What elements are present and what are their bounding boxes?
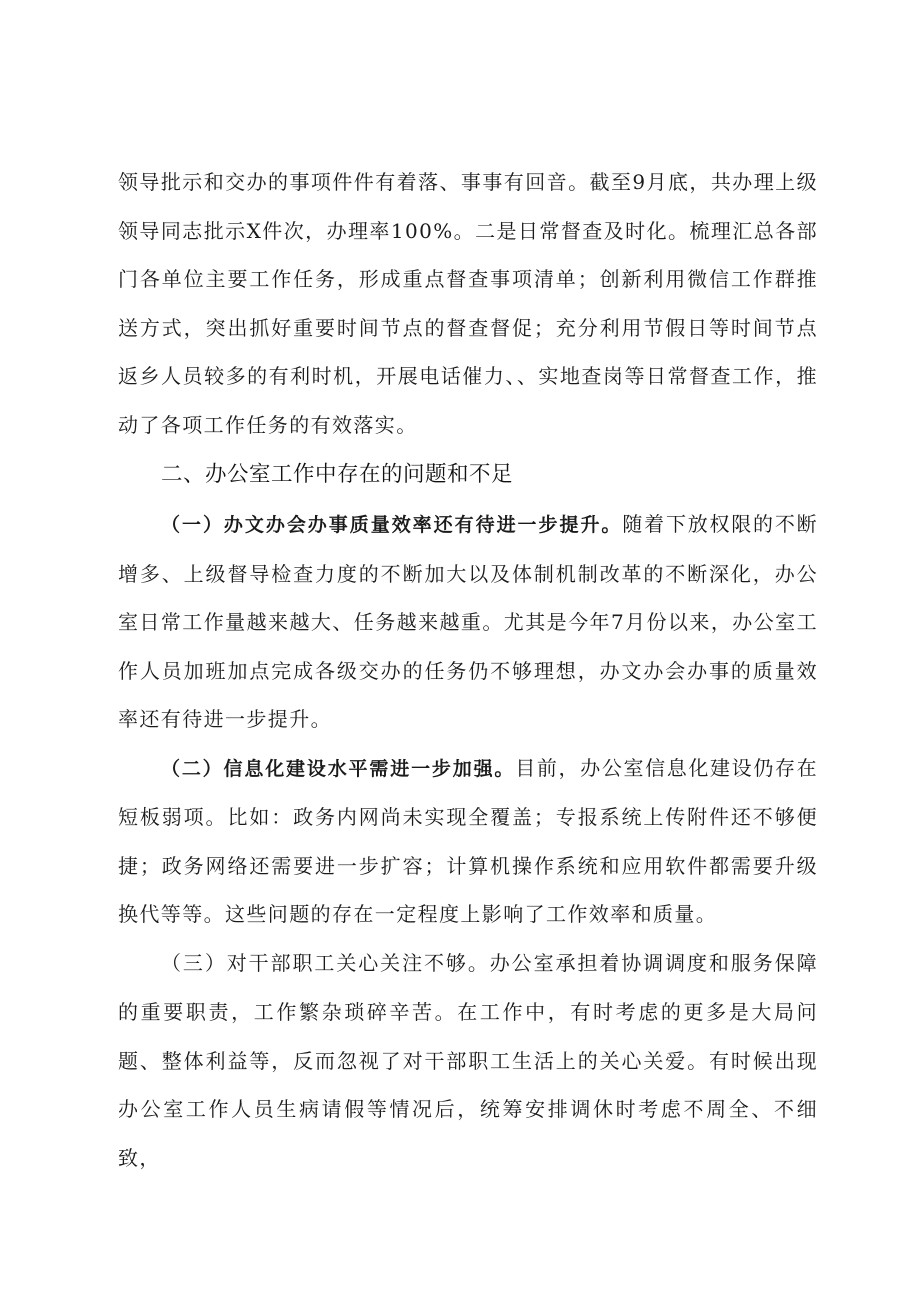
item-2-body: 目前，办公室信息化建设仍存在短板弱项。比如：政务内网尚未实现全覆盖；专报系统上传附件还不够便捷；政务网络还需要进一步扩容；计算机操作系统和应用软件都需要升级换代等等。这些问题的存在一定程度上影响了工作效率和质量。	[118, 755, 818, 926]
item-paragraph-2	[118, 744, 818, 939]
document-body	[118, 158, 818, 1182]
item-1-body: 随着下放权限的不断增多、上级督导检查力度的不断加大以及体制机制改革的不断深化，办公室日常工作量越来越大、任务越来越重。尤其是今年7月份以来，办公室工作人员加班加点完成各级交办的任务仍不够理想，办文办会办事的质量效率还有待进一步提升。	[118, 512, 818, 731]
section-heading: 二、办公室工作中存在的问题和不足	[161, 462, 514, 487]
intro-paragraph: 领导批示和交办的事项件件有着落、事事有回音。截至9月底，共办理上级领导同志批示X件次，办理率100%。二是日常督查及时化。梳理汇总各部门各单位主要工作任务，形成重点督查事项清单；创新利用微信工作群推送方式，突出抓好重要时间节点的督查督促；充分利用节假日等时间节点返乡人员较多的有利时机，开展电话催力、、实地查岗等日常督查工作，推动了各项工作任务的有效落实。	[118, 170, 818, 437]
item-paragraph-3	[118, 939, 818, 1183]
item-1-lead: （一）办文办会办事质量效率还有待进一步提升。	[161, 514, 623, 536]
item-2-lead: （二）信息化建设水平需进一步加强。	[161, 757, 516, 780]
item-3-body: （三）对干部职工关心关注不够。办公室承担着协调调度和服务保障的重要职责，工作繁杂琐碎辛苦。在工作中，有时考虑的更多是大局问题、整体利益等，反而忽视了对干部职工生活上的关心关爱。有时候出现办公室工作人员生病请假等情况后，统筹安排调休时考虑不周全、不细致，	[118, 950, 818, 1170]
item-paragraph-1	[118, 500, 818, 744]
